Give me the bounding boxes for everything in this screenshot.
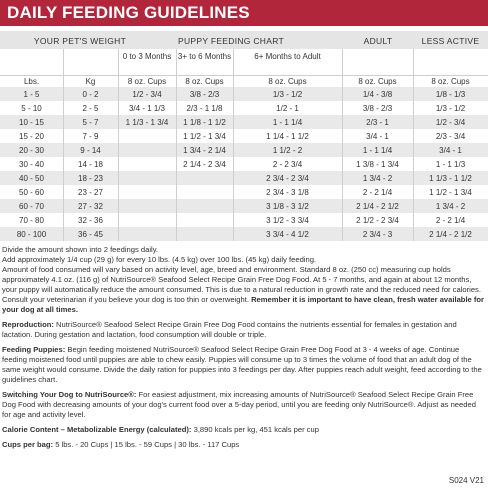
table-cell: 1/4 - 3/8: [362, 90, 393, 99]
column-divider: [342, 49, 343, 241]
unit-label-6: 8 oz. Cups: [431, 77, 470, 86]
table-cell: 3/8 - 2/3: [362, 104, 393, 113]
table-cell: 1/3 - 1/2: [435, 104, 466, 113]
table-cell: 1 1/2 - 1 3/4: [429, 188, 472, 197]
table-cell: 27 - 32: [78, 202, 103, 211]
table-cell: 1 - 5: [23, 90, 40, 99]
unit-label-2: 8 oz. Cups: [127, 77, 167, 86]
table-cell: 1 3/4 - 2: [435, 202, 466, 211]
table-cell: 23 - 27: [78, 188, 103, 197]
table-cell: 3/4 - 1 1/3: [128, 104, 166, 113]
note-cups-per-bag: [2, 440, 486, 450]
note-amount-text: Amount of food consumed will vary based on activity level, age, breed and environment. Standard 8 oz. (250 cc) measuring cup holds approximately 4.1 oz. (116 g) of NutriSource® Seafood Select Recipe Grain Free Dog Food. At 5 - 7 months, and again at about 12 months, your puppy will automatically reduce the amount consumed. This is due to a natural reduction in growth rate and the reduced need for calories. Consult your veterinarian if you believe your dog is too thin or overweight.: [2, 265, 481, 304]
unit-label-4: 8 oz. Cups: [268, 77, 307, 86]
note-amount: [2, 265, 486, 315]
table-cell: 1 1/3 - 1 1/2: [429, 174, 472, 183]
sub-header-divider: [0, 75, 488, 76]
cups-label: Cups per bag:: [2, 440, 54, 449]
header-less-active: LESS ACTIVE: [421, 36, 480, 46]
page-title: DAILY FEEDING GUIDELINES: [7, 3, 250, 22]
table-cell: 5 - 10: [21, 104, 42, 113]
unit-label-3: 8 oz. Cups: [185, 77, 224, 86]
table-cell: 2 3/4 - 2 3/4: [266, 174, 309, 183]
table-cell: 50 - 60: [19, 188, 44, 197]
table-cell: 40 - 50: [19, 174, 44, 183]
table-cell: 3 3/4 - 4 1/2: [266, 230, 309, 239]
table-cell: 3/4 - 1: [366, 132, 389, 141]
reproduction-label: Reproduction:: [2, 320, 54, 329]
reproduction-text: NutriSource® Seafood Select Recipe Grain Free Dog Food contains the nutrients essential for females in gestation and lactation. During gestation and lactation, food consumption will double or triple.: [2, 320, 457, 339]
table-cell: 60 - 70: [19, 202, 44, 211]
header-puppy-chart: PUPPY FEEDING CHART: [178, 36, 284, 46]
table-cell: 70 - 80: [19, 216, 44, 225]
header-pet-weight: YOUR PET'S WEIGHT: [33, 36, 127, 46]
table-cell: 32 - 36: [78, 216, 103, 225]
table-cell: 1 - 1 1/4: [272, 118, 303, 127]
table-cell: 2/3 - 1 1/8: [186, 104, 223, 113]
header-bar: [0, 0, 488, 26]
table-cell: 2 1/4 - 2 3/4: [183, 160, 226, 169]
column-divider: [176, 49, 177, 241]
column-divider: [63, 49, 64, 241]
table-cell: 3/4 - 1: [439, 146, 462, 155]
table-cell: 1 3/4 - 2: [362, 174, 393, 183]
table-cell: 1/2 - 1: [276, 104, 299, 113]
table-cell: 36 - 45: [78, 230, 103, 239]
unit-label-1: Kg: [85, 77, 96, 86]
table-cell: 2 3/4 - 3 1/8: [266, 188, 309, 197]
sub-header-2: 3+ to 6 Months: [177, 52, 232, 61]
table-cell: 1 3/4 - 2 1/4: [183, 146, 226, 155]
table-cell: 1/3 - 1/2: [272, 90, 303, 99]
table-cell: 2 3/4 - 3: [362, 230, 393, 239]
note-feeding-puppies: [2, 345, 486, 385]
table-cell: 10 - 15: [19, 118, 44, 127]
sub-header-3: 6+ Months to Adult: [254, 52, 321, 61]
table-cell: 2 - 2 3/4: [272, 160, 303, 169]
cups-text: 5 lbs. - 20 Cups | 15 lbs. - 59 Cups | 30 lbs. - 117 Cups: [55, 440, 240, 449]
feeding-table: [0, 31, 488, 241]
note-reproduction: [2, 320, 486, 340]
table-cell: 9 - 14: [80, 146, 101, 155]
table-cell: 2 1/4 - 2 1/2: [429, 230, 472, 239]
table-cell: 7 - 9: [82, 132, 99, 141]
table-cell: 80 - 100: [16, 230, 47, 239]
feeding-puppies-text: Begin feeding moistened NutriSource® Seafood Select Recipe Grain Free Dog Food at 3 - 4 weeks of age. Continue feeding moistened food until puppies are able to chew easily. Puppies will consume up to 3 times the volume of food that an adult dog of the same weight would consume. Divide the daily ration for puppies into 3 feedings per day. After puppies reach adult weight, feed according to the guidelines chart.: [2, 345, 482, 384]
table-cell: 30 - 40: [19, 160, 44, 169]
table-cell: 1 - 1 1/4: [362, 146, 393, 155]
table-cell: 20 - 30: [19, 146, 44, 155]
table-cell: 1 1/3 - 1 3/4: [125, 118, 169, 127]
table-cell: 1 1/8 - 1 1/2: [183, 118, 226, 127]
switching-label: Switching Your Dog to NutriSource®:: [2, 390, 137, 399]
note-calorie: [2, 425, 486, 435]
note-add: Add approximately 1/4 cup (29 g) for every 10 lbs. (4.5 kg) over 100 lbs. (45 kg) daily feeding.: [2, 255, 317, 264]
table-cell: 18 - 23: [78, 174, 103, 183]
table-cell: 2 1/4 - 2 1/2: [356, 202, 399, 211]
table-cell: 2/3 - 1: [366, 118, 389, 127]
table-cell: 2 - 5: [82, 104, 99, 113]
table-cell: 1 1/4 - 1 1/2: [266, 132, 309, 141]
calorie-text: 3,890 kcals per kg, 451 kcals per cup: [193, 425, 319, 434]
table-cell: 3 1/8 - 3 1/2: [266, 202, 309, 211]
table-cell: 1/2 - 3/4: [435, 118, 466, 127]
header-adult: ADULT: [363, 36, 393, 46]
table-cell: 1 1/2 - 1 3/4: [183, 132, 226, 141]
table-cell: 2 1/2 - 2 3/4: [356, 216, 399, 225]
table-cell: 2 - 2 1/4: [362, 188, 393, 197]
column-divider: [233, 49, 234, 241]
column-divider: [118, 49, 119, 241]
table-cell: 0 - 2: [82, 90, 99, 99]
note-water: Remember it is important to have clean, fresh water available for your dog at all times.: [2, 295, 485, 314]
feeding-puppies-label: Feeding Puppies:: [2, 345, 66, 354]
table-cell: 5 - 7: [82, 118, 99, 127]
table-cell: 1/8 - 1/3: [435, 90, 466, 99]
unit-label-5: 8 oz. Cups: [358, 77, 397, 86]
table-cell: 15 - 20: [19, 132, 44, 141]
note-switching: [2, 390, 486, 420]
notes-section: [2, 245, 486, 450]
table-cell: 2/3 - 3/4: [435, 132, 466, 141]
unit-label-0: Lbs.: [23, 77, 40, 86]
sub-header-1: 0 to 3 Months: [122, 52, 172, 61]
table-cell: 1 3/8 - 1 3/4: [356, 160, 399, 169]
table-cell: 1 - 1 1/3: [435, 160, 466, 169]
table-cell: 3/8 - 2/3: [189, 90, 220, 99]
table-cell: 1/2 - 3/4: [132, 90, 162, 99]
table-cell: 2 - 2 1/4: [435, 216, 466, 225]
switching-text: For easiest adjustment, mix increasing amounts of NutriSource® Seafood Select Recipe Grain Free Dog Food with decreasing amounts of your dog's current food over a 5-day period, until you are feeding only NutriSource®. Adjust as needed for age and activity level.: [2, 390, 476, 419]
product-code: S024 V21: [448, 476, 484, 485]
column-divider: [413, 49, 414, 241]
table-cell: 3 1/2 - 3 3/4: [266, 216, 309, 225]
table-cell: 1 1/2 - 2: [272, 146, 303, 155]
note-divide: Divide the amount shown into 2 feedings daily.: [2, 245, 159, 254]
table-cell: 14 - 18: [78, 160, 103, 169]
calorie-label: Calorie Content – Metabolizable Energy (calculated):: [2, 425, 192, 434]
